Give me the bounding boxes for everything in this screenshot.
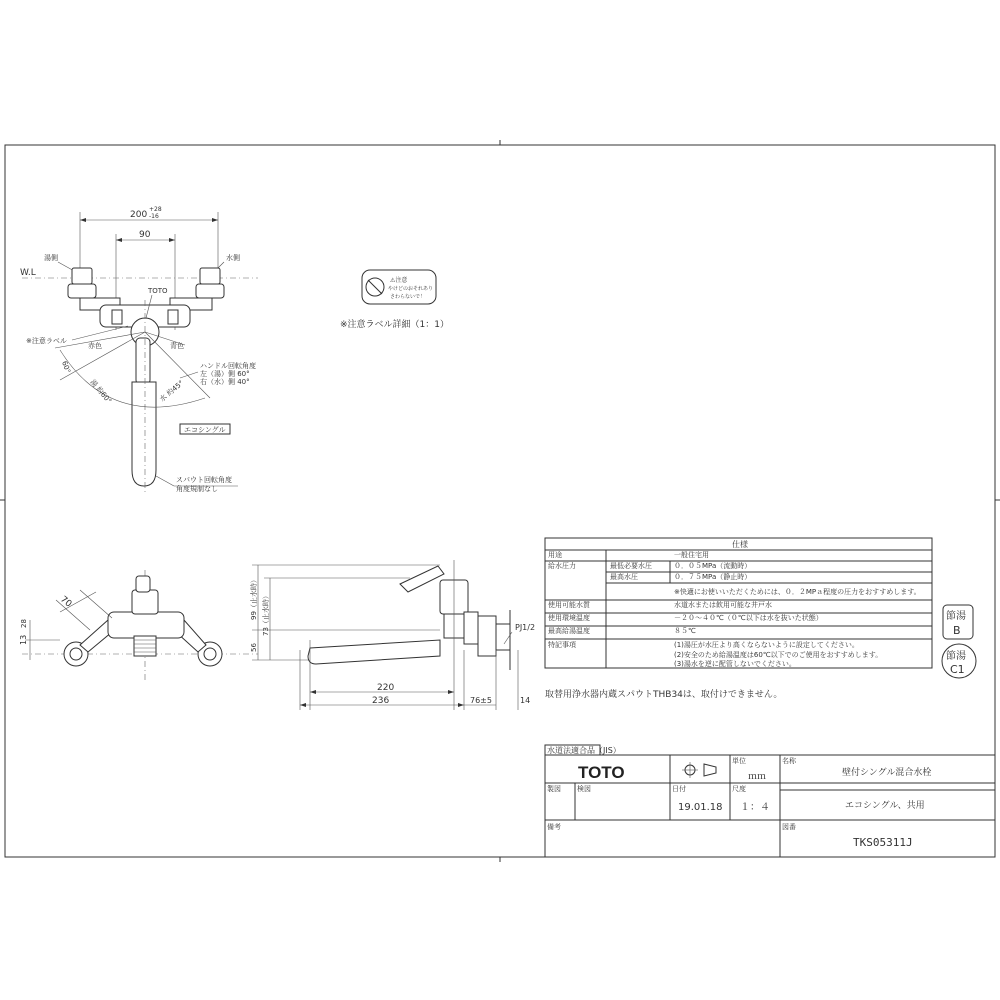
hot-side-label: 湯側: [44, 254, 58, 262]
made-label: 製図: [547, 785, 561, 793]
date-value: 19.01.18: [678, 802, 723, 813]
handle-rotation-left: 左（湯）側 60°: [200, 370, 250, 378]
caution-label-detail: [340, 270, 449, 330]
angle-60-label: 60°: [60, 359, 72, 375]
spec-row-value: (1)湯圧が水圧より高くならないように設定してください。: [674, 641, 859, 649]
spec-row-sublabel: 最低必要水圧: [610, 562, 652, 570]
drawing-no-label: 図番: [782, 823, 796, 831]
dim-200-tol-plus: +28: [149, 206, 162, 213]
badge-c1-top: 節湯: [946, 651, 966, 662]
caution-label-caption: ※注意ラベル詳細（1：1）: [340, 320, 449, 330]
dim-14: 14: [520, 696, 531, 705]
dim-200: 200: [130, 210, 148, 220]
dim-220: 220: [377, 683, 395, 693]
dim-90: 90: [139, 230, 151, 240]
caution-label-pointer: ※注意ラベル: [26, 337, 67, 345]
top-view: [20, 206, 258, 495]
badge-c1-bottom: C1: [950, 663, 965, 676]
title-block: [545, 745, 995, 857]
brand-logo: TOTO: [578, 763, 625, 782]
sub-name: エコシングル、共用: [845, 801, 925, 811]
eco-single-label: エコシングル: [184, 426, 226, 434]
caution-label-line2: さわらないで！: [390, 294, 426, 300]
date-label: 日付: [672, 785, 686, 793]
check-label: 検図: [577, 785, 591, 793]
spec-title: 仕様: [732, 540, 748, 549]
caution-label-line1: やけどのおそれあり: [388, 286, 434, 292]
dim-76: 76±5: [470, 696, 492, 705]
dim-99: 99（止水時）: [250, 576, 258, 620]
blue-label: 青色: [170, 342, 184, 350]
drawing-frame: [5, 145, 995, 857]
cold-side-label: 水側: [226, 254, 240, 262]
name-label: 名称: [782, 757, 796, 765]
dim-56: 56: [250, 643, 258, 652]
spec-row-value: －２０～４０℃（０℃以下は水を抜いた状態）: [674, 614, 823, 622]
spec-row-value: ０．７５MPa（静止時）: [674, 573, 752, 581]
spec-row-label: 最高給湯温度: [548, 627, 590, 635]
side-view: [249, 560, 535, 710]
spec-row-label: 使用環境温度: [548, 614, 590, 622]
spec-row-label: 用途: [548, 551, 562, 559]
dim-28: 28: [20, 619, 28, 628]
handle-rotation-title: ハンドル回転角度: [200, 362, 256, 370]
remarks-label: 備考: [547, 823, 561, 831]
spec-row-label: 特記事項: [548, 641, 576, 649]
red-label: 赤色: [88, 342, 102, 350]
spec-rows: [548, 550, 921, 668]
drawing-no: TKS05311J: [853, 836, 913, 849]
pj-label: PJ1/2: [515, 623, 536, 632]
spec-row-value: (3)湯水を逆に配管しないでください。: [674, 660, 796, 668]
unit-label: 単位: [732, 757, 746, 765]
scale-value: １：４: [740, 802, 770, 813]
spec-note: 取替用浄水器内蔵スパウトTHB34は、取付けできません。: [545, 690, 783, 700]
scale-label: 尺度: [732, 785, 746, 793]
handle-rotation-right: 右（水）側 40°: [200, 378, 250, 386]
spec-row-sublabel: 最高水圧: [610, 573, 638, 581]
dim-236: 236: [372, 696, 390, 706]
wl-label: W.L: [20, 268, 36, 278]
brand-label-top: TOTO: [148, 287, 168, 295]
spec-row-label: 使用可能水質: [548, 601, 590, 609]
spec-row-value: 一般住宅用: [674, 551, 709, 559]
dim-73: 73（止水時）: [262, 592, 270, 636]
spout-rotation-note: 角度規制なし: [176, 485, 218, 493]
spec-row-value: ※快適にお使いいただくためには、０．２MPａ程度の圧力をおすすめします。: [674, 588, 921, 596]
unit-value: ｍｍ: [748, 772, 767, 782]
badge-b-bottom: B: [953, 624, 961, 637]
dim-13: 13: [19, 634, 28, 645]
front-view: [19, 570, 258, 680]
dim-70: 70: [58, 594, 74, 610]
spec-row-label: 給水圧力: [548, 562, 576, 570]
badge-setsuyu-c1: [942, 644, 976, 678]
spec-row-value: ０．０５MPa（流動時）: [674, 562, 752, 570]
name-value: 壁付シングル混合水栓: [842, 768, 932, 778]
caution-label-title: ⚠注意: [390, 277, 408, 284]
spec-row-value: 水道水または飲用可能な井戸水: [674, 601, 772, 609]
badge-b-top: 節湯: [946, 611, 966, 622]
spout-rotation-title: スパウト回転角度: [176, 476, 232, 484]
jis-label: 水道法適合品（JIS）: [547, 746, 621, 755]
hot-angle-label: 湯 約60°: [88, 378, 114, 406]
spec-row-value: (2)安全のため給湯温度は60℃以下でのご使用をおすすめします。: [674, 651, 883, 659]
cold-angle-label: 水 約45°: [158, 378, 186, 404]
spec-row-value: ８５℃: [674, 627, 696, 635]
badge-setsuyu-b: [943, 605, 973, 639]
dim-200-tol-minus: -16: [149, 213, 159, 220]
